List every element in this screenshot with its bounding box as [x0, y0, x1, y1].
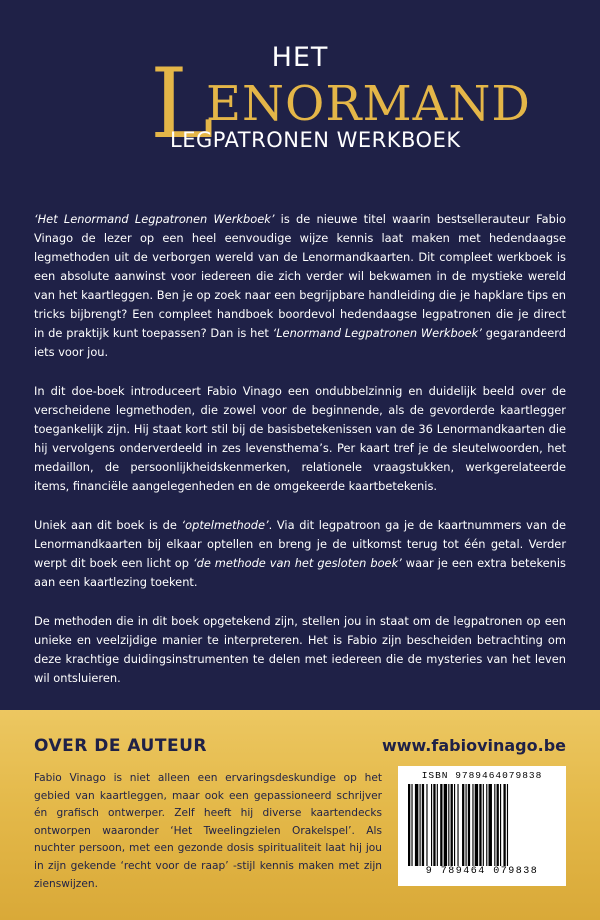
barcode-bar: [422, 784, 424, 866]
paragraph-text: waar je een extra betekenis aan een kaartlezing toekent.: [34, 556, 566, 589]
method-italic: ‘optelmethode’: [181, 518, 269, 532]
title-het: HET: [271, 42, 329, 73]
barcode-bar: [448, 784, 449, 866]
description-paragraph-3: [34, 516, 566, 592]
barcode-bar: [486, 784, 487, 866]
paragraph-text: gegarandeerd iets voor jou.: [34, 326, 566, 359]
barcode-bar: [440, 784, 442, 866]
barcode-bar: [497, 784, 499, 866]
paragraph-text: . Via dit legpatroon ga je de kaartnummers van de Lenormandkaarten bij elkaar optellen en breng je de uitkomst terug tot één getal. Verder werpt dit boek een licht op: [34, 518, 566, 570]
title-rest: ENORMAND: [206, 76, 531, 132]
barcode-bar: [479, 784, 481, 866]
barcode-bar: [408, 784, 410, 866]
barcode-bar: [426, 784, 427, 866]
author-heading: OVER DE AUTEUR: [34, 736, 207, 756]
barcode-bar: [494, 784, 495, 866]
title-initial: L: [150, 48, 214, 160]
barcode-bar: [433, 784, 435, 866]
website-link[interactable]: www.fabiovinago.be: [381, 736, 566, 755]
barcode-bar: [468, 784, 470, 866]
method-italic: ‘de methode van het gesloten boek’: [192, 556, 402, 570]
barcode-bar: [466, 784, 467, 866]
book-title-italic: ‘Lenormand Legpatronen Werkboek’: [272, 326, 482, 340]
barcode-bar: [451, 784, 453, 866]
barcode-bar: [489, 784, 492, 866]
barcode-bar: [431, 784, 432, 866]
description: [34, 210, 566, 708]
description-paragraph-4: De methoden die in dit boek opgetekend zijn, stellen jou in staat om de legpatronen op een unieke en veelzijdige manier te interpreteren. Het is Fabio zijn bescheiden betrachting om deze krachtige duidingsinstrumenten te delen met iedereen die de mysteries van het leven wil ontsluieren.: [34, 614, 566, 685]
barcode-bar: [444, 784, 447, 866]
description-paragraph-2: In dit doe-boek introduceert Fabio Vinago een ondubbelzinnig en duidelijk beeld over de verscheidene legmethoden, die zowel voor de beginnende, als de gevorderde kaartlegger toegankelijk zijn. Hij staat kort stil bij de basisbetekenissen van de 36 Lenormandkaarten die hij vervolgens onderverdeeld in zes levensthema’s. Per kaart tref je de sleutelwoorden, het medaillon, de persoonlijkheidskenmerken, relationele vraagstukken, werkgerelateerde items, financiële aangelegenheden en de omgekeerde kaartbetekenis.: [34, 384, 566, 493]
barcode-bar: [420, 784, 421, 866]
barcode-bar: [437, 784, 438, 866]
barcode-digits: 9 789464 079838: [425, 866, 539, 877]
book-title-italic: ‘Het Lenormand Legpatronen Werkboek’: [34, 212, 275, 226]
description-paragraph-1: [34, 210, 566, 362]
barcode-bar: [462, 784, 464, 866]
title-subtitle: LEGPATRONEN WERKBOEK: [170, 128, 461, 152]
barcode-bar: [500, 784, 501, 866]
barcode-bars: [408, 784, 556, 866]
barcode-bar: [411, 784, 412, 866]
barcode-bar: [457, 784, 458, 866]
barcode-bar: [415, 784, 418, 866]
isbn-barcode: [398, 766, 566, 886]
paragraph-text: is de nieuwe titel waarin bestsellerauteur Fabio Vinago de lezer op een heel eenvoudige wijze kennis laat maken met hedendaagse legmethoden uit de verborgen wereld van de Lenormandkaarten. Dit compleet werkboek is een absolute aanwinst voor iedereen die zich verder wil bekwamen in de mystieke wereld van het kaartleggen. Ben je op zoek naar een begrijpbare handleiding die je hapklare tips en tricks bijbrengt? Een compleet handboek boordevol hedendaagse legpatronen die je direct in de praktijk kunt toepassen? Dan is het: [34, 212, 566, 340]
author-bio: Fabio Vinago is niet alleen een ervaringsdeskundige op het gebied van kaartleggen, maar ook een gepassioneerd schrijver én grafisch ontwerper. Zelf heeft hij diverse kaartendecks ontworpen waaronder ‘Het Tweelingzielen Orakelspel’. Als nuchter persoon, met een gezonde dosis spiritualiteit laat hij jou in zijn gekende ‘recht voor de raap’ -stijl kennis maken met zijn zienswijzen.: [34, 772, 382, 890]
paragraph-text: Uniek aan dit boek is de: [34, 518, 182, 532]
barcode-bar: [483, 784, 484, 866]
barcode-bar: [507, 784, 508, 866]
barcode-bar: [472, 784, 473, 866]
barcode-bar: [475, 784, 478, 866]
barcode-bar: [503, 784, 505, 866]
isbn-label: ISBN 9789464079838: [421, 770, 543, 781]
barcode-bar: [454, 784, 455, 866]
